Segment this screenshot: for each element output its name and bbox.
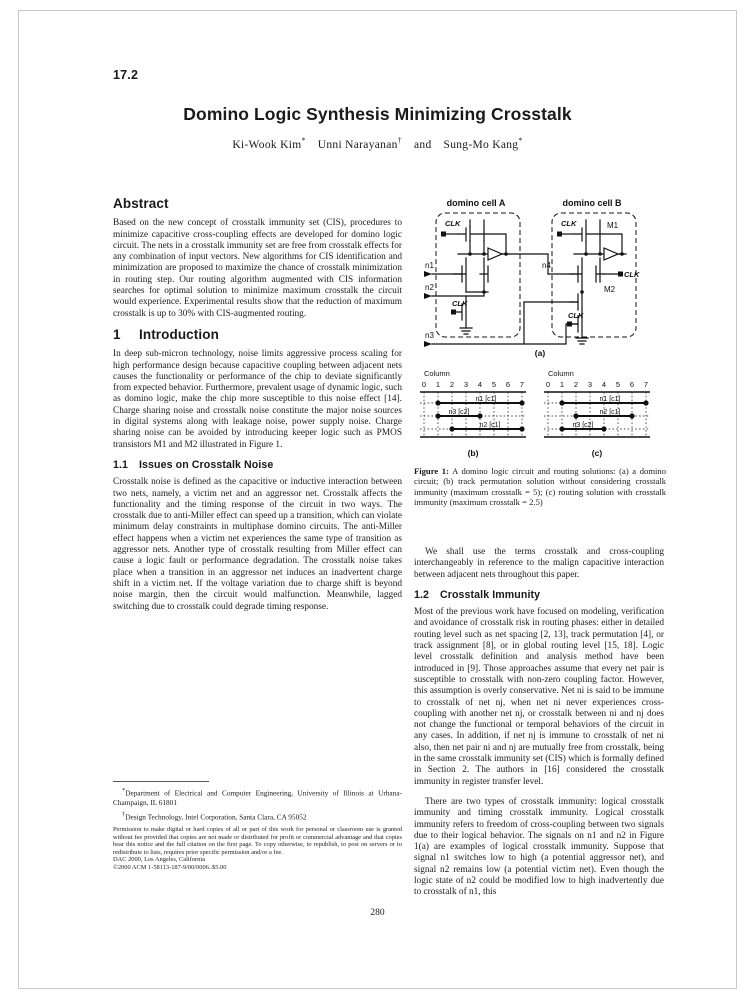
grid-c-column-ticks bbox=[546, 380, 648, 389]
svg-text:4: 4 bbox=[601, 380, 607, 389]
svg-text:6: 6 bbox=[629, 380, 635, 389]
copyright-permission-text: Permission to make digital or hard copies of all or part of this work for personal or classroom use is granted without fee provided that copies are not made or distributed for profit or commercial advantage and that copies bear this notice and the full citation on the first page. To copy otherwise, to republish, to post on servers or to redistribute to lists, requires prior specific permission and/or a fee. bbox=[113, 826, 402, 856]
svg-text:1: 1 bbox=[559, 380, 565, 389]
cell-b-pmos bbox=[574, 227, 600, 241]
page-title: Domino Logic Synthesis Minimizing Crosstalk bbox=[183, 104, 572, 124]
grid-b-column-header: Column bbox=[424, 369, 450, 378]
cell-b-m2-transistor bbox=[596, 258, 604, 282]
cell-a-top-rail bbox=[470, 220, 484, 227]
svg-text:2: 2 bbox=[573, 380, 579, 389]
footnote-2 bbox=[113, 810, 402, 822]
author-2-affiliation-marker: † bbox=[397, 136, 402, 145]
section-number: 17.2 bbox=[113, 68, 139, 82]
subsection-1-1-paragraph-1: Crosstalk noise is defined as the capacitive or inductive interaction between two nets, namely, a victim net and an aggressor net. Crosstalk affects the functionality and the timing response of the circuit in two ways. The crosstalk due to anti-Miller effect can speed up a transition, which can violate minimum delay constraints in multiphase domino circuits. The anti-Miller effect happens when a victim net experiences the same type of transition as aggressor nets. Another type of crosstalk resulting from Miller effect can cause a logic fault or performance degradation. The crosstalk noise takes place when a transition in an aggressor net induces an inadvertent charge shift in a victim net. If the voltage variation due to charge shift is beyond noise margin, then the circuit would malfunction. Meanwhile, lagged switching due to crosstalk could degrade timing response. bbox=[113, 477, 402, 612]
grid-b-track-1-label: n1 [c1] bbox=[475, 396, 497, 403]
svg-text:6: 6 bbox=[505, 380, 511, 389]
cell-a-inverter bbox=[488, 248, 502, 260]
subsection-1-1-label: Issues on Crosstalk Noise bbox=[139, 458, 274, 471]
grid-b-track-3 bbox=[449, 422, 524, 432]
cell-a-clk-top-terminal bbox=[441, 232, 446, 237]
svg-text:3: 3 bbox=[463, 380, 469, 389]
subsection-1-1-heading bbox=[113, 460, 402, 471]
cell-b-n4-transistor bbox=[570, 258, 582, 292]
figure-1-graphic bbox=[414, 196, 666, 464]
net-n1-label: n1 bbox=[425, 261, 434, 270]
svg-text:1: 1 bbox=[435, 380, 441, 389]
grid-c-track-3 bbox=[559, 422, 606, 432]
footnote-1-text: Department of Electrical and Computer Engineering, University of Illinois at Urbana-Champaign, IL 61801 bbox=[113, 788, 402, 807]
introduction-number: 1 bbox=[113, 326, 121, 342]
figure-part-c-label: (c) bbox=[591, 448, 603, 458]
author-conjunction: and bbox=[413, 138, 432, 151]
net-n2-wire bbox=[432, 292, 484, 296]
subsection-1-2-paragraph-1: Most of the previous work have focused on modeling, verification and avoidance of crosstalk risk in routing phases: either in detailed routing level such as net spacing [2, 13], track permutation [4], or track assignment [8], or in global routing level [15, 18]. Logic level crosstalk definition and analysis method have been introduced in [9]. Those approaches assume that every net pair is susceptible to crosstalk with non-zero coupling factor. However, this assumption is overly conservative. Net ni is said to be immune to crosstalk of net nj, when net ni never experiences cross-coupling with another net nj, or crosstalk between ni and nj does not change the functional or temporal behaviors of the circuit in any cases. In addition, if net nj is immune to crosstalk of net ni also, then net pair ni and nj are mutually free from crosstalk, being in the same crosstalk immunity set (CIS) which is formally defined in Section 2. The authors in [16] considered the crosstalk immunity in register transfer level. bbox=[414, 607, 664, 787]
routing-grid-b bbox=[420, 369, 526, 458]
grid-c-track-1-label: n1 [c1] bbox=[599, 396, 621, 403]
svg-text:2: 2 bbox=[449, 380, 455, 389]
cell-a-clk-label-top: CLK bbox=[445, 219, 461, 228]
subsection-1-2-label: Crosstalk Immunity bbox=[440, 588, 541, 601]
keeper-m1-label: M1 bbox=[607, 221, 619, 230]
figure-part-b-label: (b) bbox=[467, 448, 479, 458]
page-number: 280 bbox=[370, 908, 385, 918]
cell-a-clk-eval-terminal bbox=[451, 310, 456, 315]
n2-arrow bbox=[424, 293, 432, 299]
net-n3-label: n3 bbox=[425, 331, 434, 340]
cell-a-n2-transistor bbox=[466, 258, 488, 292]
abstract-heading: Abstract bbox=[113, 196, 169, 211]
copyright-acm-line: ©2000 ACM 1-58113-187-9/00/0006..$5.00 bbox=[113, 863, 227, 871]
cell-b-clk-label-eval: CLK bbox=[568, 311, 584, 320]
author-list bbox=[0, 136, 755, 151]
author-1-affiliation-marker: * bbox=[301, 136, 306, 145]
net-n2-label: n2 bbox=[425, 283, 434, 292]
grid-c-track-3-label: n3 [c2] bbox=[572, 422, 594, 429]
svg-text:5: 5 bbox=[615, 380, 621, 389]
cell-b-dynamic-node bbox=[574, 241, 626, 254]
domino-cell-b-title: domino cell B bbox=[562, 198, 622, 208]
n1-arrow bbox=[424, 271, 432, 277]
keeper-m2-label: M2 bbox=[604, 285, 616, 294]
grid-c-track-2 bbox=[573, 409, 634, 419]
cell-b-m2-clk-terminal bbox=[618, 272, 623, 277]
svg-text:7: 7 bbox=[519, 380, 525, 389]
subsection-1-2-number: 1.2 bbox=[414, 588, 430, 601]
grid-b-track-2-label: n3 [c2] bbox=[448, 409, 470, 416]
subsection-1-1-number: 1.1 bbox=[113, 458, 129, 471]
introduction-heading bbox=[113, 326, 402, 342]
author-3-affiliation-marker: * bbox=[518, 136, 523, 145]
figure-1 bbox=[414, 196, 666, 464]
cell-a-n1-transistor bbox=[454, 258, 466, 292]
cell-b-ground bbox=[576, 338, 588, 344]
grid-b-track-3-label: n2 [c1] bbox=[479, 422, 501, 429]
author-1: Ki-Wook Kim bbox=[232, 138, 302, 151]
author-2: Unni Narayanan bbox=[317, 138, 398, 151]
terms-paragraph: We shall use the terms crosstalk and cross-coupling interchangeably in reference to the malign capacitive interaction between adjacent nets throughout this paper. bbox=[414, 547, 664, 580]
cell-b-clk-label-top: CLK bbox=[561, 219, 577, 228]
footnote-1 bbox=[113, 786, 402, 807]
copyright-notice bbox=[113, 826, 402, 872]
svg-text:4: 4 bbox=[477, 380, 483, 389]
net-n4-label: n4 bbox=[542, 261, 551, 270]
figure-1-caption bbox=[414, 466, 666, 507]
cell-b-inverter bbox=[604, 248, 618, 260]
grid-c-column-header: Column bbox=[548, 369, 574, 378]
svg-text:3: 3 bbox=[587, 380, 593, 389]
svg-text:0: 0 bbox=[421, 380, 427, 389]
grid-c-track-2-label: n2 [c1] bbox=[599, 409, 621, 416]
footnote-divider bbox=[113, 781, 209, 782]
grid-b-column-ticks bbox=[422, 380, 524, 389]
cell-a-pmos bbox=[458, 227, 484, 241]
cell-b-top-rail bbox=[586, 220, 600, 227]
cell-a-dynamic-node bbox=[458, 241, 510, 254]
cell-b-clk-top-terminal bbox=[557, 232, 562, 237]
footnote-1-marker: * bbox=[122, 787, 126, 794]
cell-a-clk-label-eval: CLK bbox=[452, 299, 468, 308]
figure-part-a-label: (a) bbox=[534, 348, 546, 358]
figure-1-caption-text: A domino logic circuit and routing solutions: (a) a domino circuit; (b) track permutation solution without considering crosstalk immunity (maximum crosstalk = 5); (c) routing solution with crosstalk immunity (maximum crosstalk = 2.5) bbox=[414, 466, 666, 507]
svg-text:5: 5 bbox=[491, 380, 497, 389]
introduction-heading-label: Introduction bbox=[139, 326, 219, 342]
footnote-2-marker: † bbox=[122, 810, 126, 818]
routing-grid-c bbox=[544, 369, 650, 458]
copyright-conference: DAC 2000, Los Angeles, California bbox=[113, 856, 205, 864]
net-n3-wire bbox=[432, 324, 578, 344]
subsection-1-2-heading bbox=[414, 590, 664, 601]
right-column bbox=[414, 547, 664, 908]
domino-cell-a-title: domino cell A bbox=[446, 198, 506, 208]
left-column bbox=[113, 198, 402, 622]
grid-b-track-2 bbox=[435, 409, 482, 419]
cell-b-m2-clk-label: CLK bbox=[624, 270, 640, 279]
cell-a-ground bbox=[460, 328, 472, 334]
author-3: Sung-Mo Kang bbox=[443, 138, 519, 151]
figure-1-caption-label: Figure 1: bbox=[414, 466, 449, 476]
footnote-2-text: Design Technology, Intel Corporation, Santa Clara, CA 95052 bbox=[125, 812, 307, 822]
abstract-text: Based on the new concept of crosstalk immunity set (CIS), procedures to minimize capacitive cross-coupling effects are developed for domino logic circuit. The nets in a crosstalk immunity set are free from crosstalk effects for any combination of input vectors. New algorithms for CIS identification and minimization are proposed to maximize the chance of crosstalk minimization in routing step. Our routing algorithm augmented with CIS information searches for optimal solution to minimize maximum crosstalk the circuit would experience. Experimental results show that the reduction of maximum crosstalk is up to 30% with CIS-augmented routing. bbox=[113, 218, 402, 319]
domino-cell-a-boundary bbox=[436, 213, 520, 337]
footnotes bbox=[113, 786, 402, 824]
svg-text:0: 0 bbox=[545, 380, 551, 389]
introduction-paragraph-1: In deep sub-micron technology, noise limits aggressive process scaling for high performance design because capacitive coupling between adjacent nets causes the functionality or performance of the chip to deviate significantly from expected behavior. Furthermore, prevalent usage of dynamic logic, such as domino logic, make the chip more susceptible to this noise effect [14]. Charge sharing noise and crosstalk noise constitute the major noise sources in digital systems along with leakage noise, power supply noise. Charge sharing noise can be avoided by introducing keeper logic such as PMOS transistors M1 and M2 illustrated in Figure 1. bbox=[113, 349, 402, 450]
n3-arrow bbox=[424, 341, 432, 347]
subsection-1-2-paragraph-2: There are two types of crosstalk immunity: logical crosstalk immunity and timing crosstalk immunity. Logical crosstalk immunity refers to freedom of cross-coupling between two signals due to their logical behavior. The signals on n1 and n2 in Figure 1(a) are examples of logical crosstalk immunity. Suppose that signal n1 switches low to high (a potential aggressor net), and signal n2 remains low (a potential victim net). Even though the logic state of n2 could be modified low to high inadvertently due to crosstalk of n1, this bbox=[414, 796, 664, 898]
cell-b-clk-eval-terminal bbox=[567, 322, 572, 327]
svg-text:7: 7 bbox=[643, 380, 649, 389]
